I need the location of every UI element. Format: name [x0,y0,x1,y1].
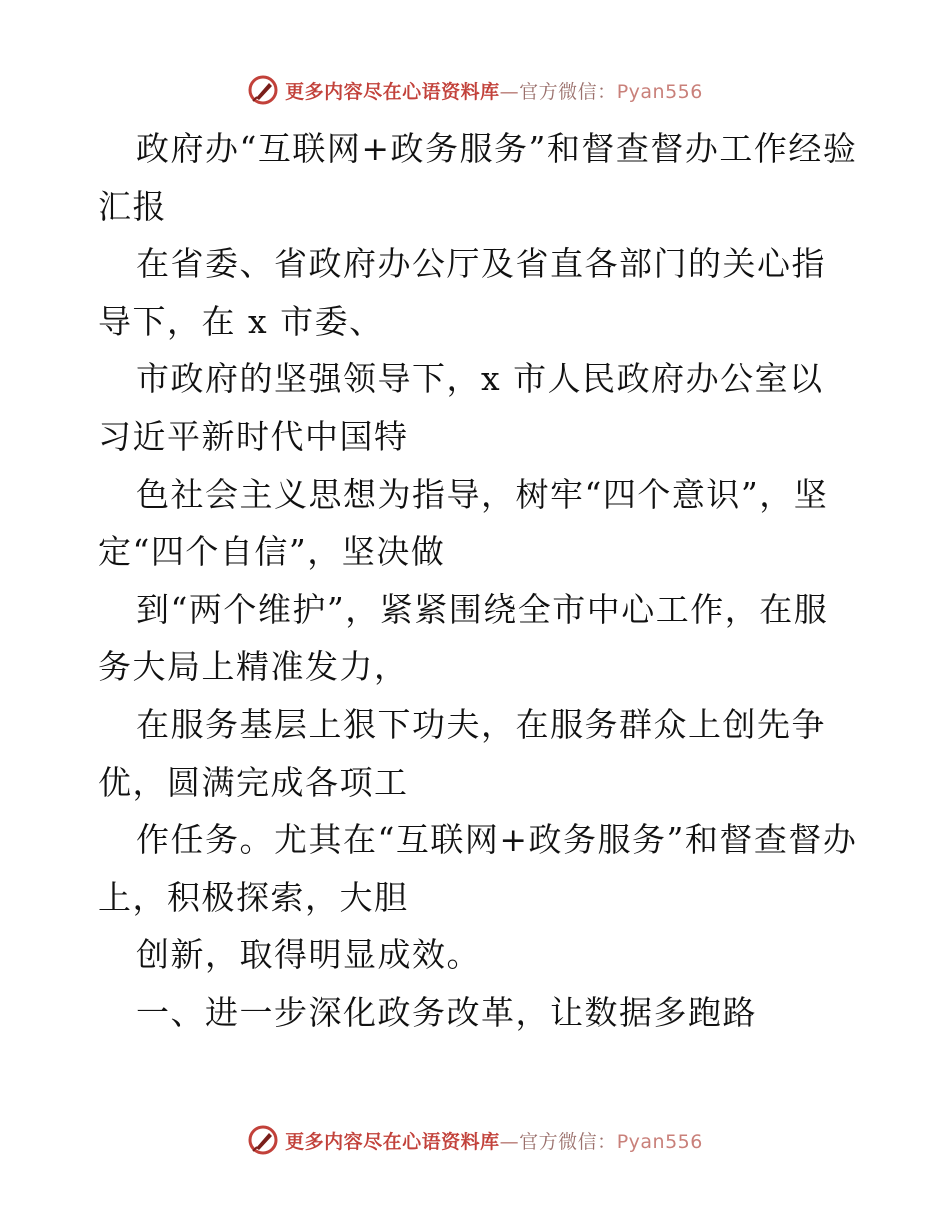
paragraph-4: 到“两个维护”，紧紧围绕全市中心工作，在服务大局上精准发力， [98,589,829,687]
watermark-separator: — [499,1130,520,1153]
paragraph-2: 市政府的坚强领导下，x 市人民政府办公室以习近平新时代中国特 [98,359,824,456]
paragraph-3: 色社会主义思想为指导，树牢“四个意识”，坚定“四个自信”，坚决做 [98,474,829,572]
watermark-brand: 更多内容尽在心语资料库 [285,1130,500,1153]
watermark-group [247,74,703,106]
watermark-id: Pyan556 [616,80,703,103]
document-body [98,120,858,1042]
section-heading-1: 一、进一步深化政务改革，让数据多跑路 [136,992,757,1032]
quill-circle-logo-icon [247,74,279,106]
quill-circle-logo-icon [247,1124,279,1156]
watermark-label: 官方微信： [519,1130,617,1153]
header-watermark [0,70,950,110]
paragraph-1: 在省委、省政府办公厅及省直各部门的关心指导下，在 x 市委、 [98,244,826,341]
watermark-separator: — [499,80,520,103]
watermark-brand: 更多内容尽在心语资料库 [285,80,500,103]
watermark-label: 官方微信： [519,80,617,103]
watermark-group [247,1124,703,1156]
footer-watermark [0,1120,950,1160]
watermark-text [285,1127,703,1154]
paragraph-6: 作任务。尤其在“互联网+政务服务”和督查督办上，积极探索，大胆 [98,820,858,917]
document-title: 政府办“互联网+政务服务”和督查督办工作经验汇报 [98,129,858,226]
watermark-id: Pyan556 [616,1130,703,1153]
watermark-text [285,77,703,104]
paragraph-7: 创新，取得明显成效。 [136,935,481,975]
paragraph-5: 在服务基层上狠下功夫，在服务群众上创先争优，圆满完成各项工 [98,704,826,802]
